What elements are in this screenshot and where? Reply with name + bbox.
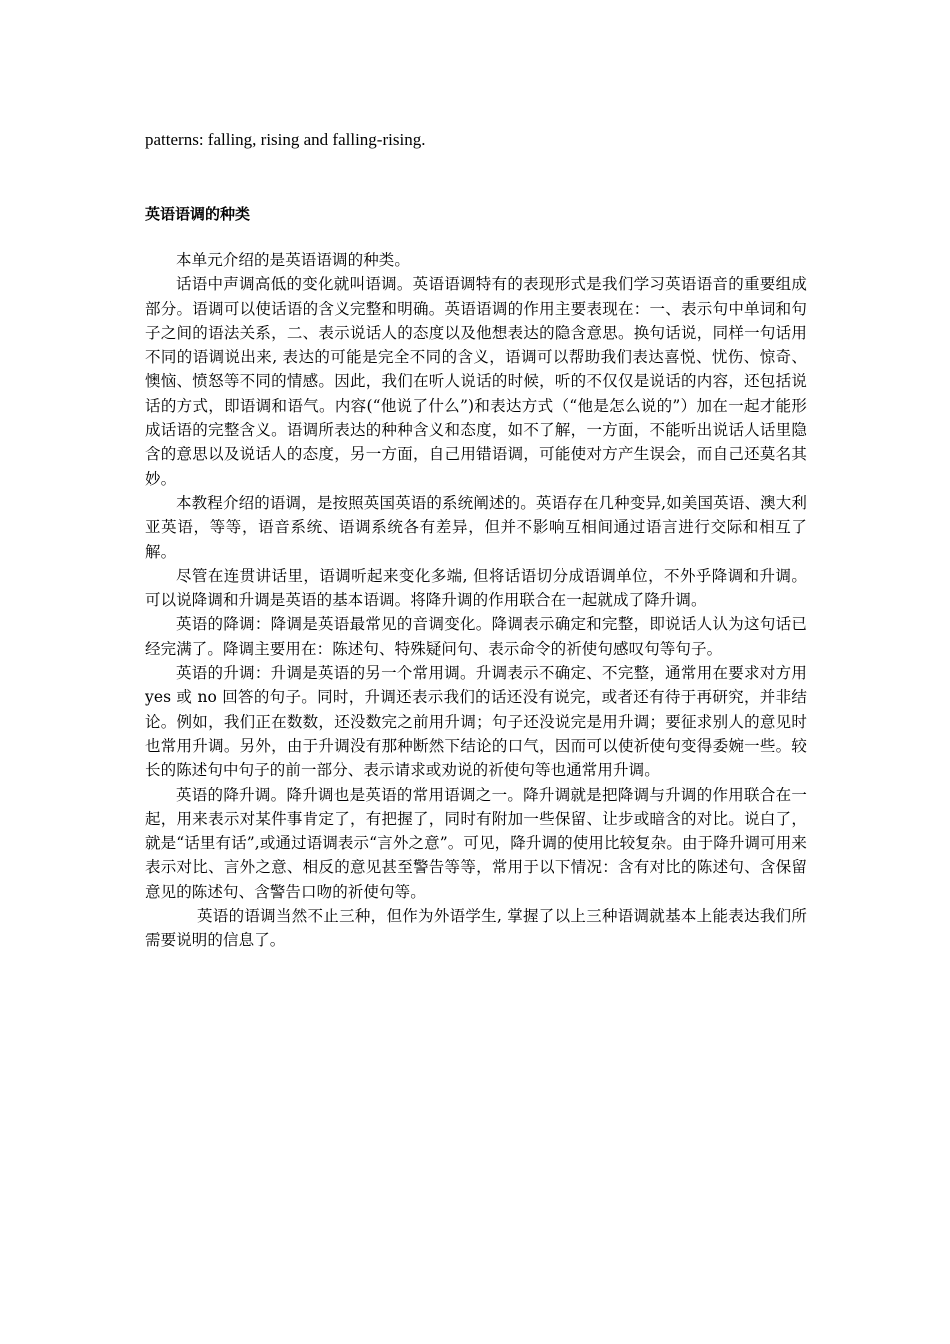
paragraph-rising-tone: 英语的升调：升调是英语的另一个常用调。升调表示不确定、不完整，通常用在要求对方用 yes 或 no 回答的句子。同时，升调还表示我们的话还没有说完，或者还有待于再研究，并非结论。例如，我们正在数数，还没数完之前用升调；句子还没说完是用升调；要征求别人的意见时也常用升调。另外，由于升调没有那种断然下结论的口气，因而可以使祈使句变得委婉一些。较长的陈述句中句子的前一部分、表示请求或劝说的祈使句等也通常用升调。	[145, 664, 807, 780]
paragraph-definition: 话语中声调高低的变化就叫语调。英语语调特有的表现形式是我们学习英语语音的重要组成部分。语调可以使话语的含义完整和明确。英语语调的作用主要表现在：一、表示句中单词和句子之间的语法关系，二、表示说话人的态度以及他想表达的隐含意思。换句话说，同样一句话用不同的语调说出来, 表达的可能是完全不同的含义，语调可以帮助我们表达喜悦、忧伤、惊奇、懊恼、愤怒等不同的情感。因此，我们在听人说话的时候，听的不仅仅是说话的内容，还包括说话的方式，即语调和语气。内容(“他说了什么”)和表达方式（“他是怎么说的”）加在一起才能形成话语的完整含义。语调所表达的种种含义和态度，如不了解，一方面，不能听出说话人话里隐含的意思以及说话人的态度，另一方面，自己用错语调，可能使对方产生误会，而自己还莫名其妙。	[145, 275, 807, 488]
section-title: 英语语调的种类	[145, 205, 251, 223]
paragraph-british-english: 本教程介绍的语调，是按照英国英语的系统阐述的。英语存在几种变异,如美国英语、澳大利亚英语，等等，语音系统、语调系统各有差异，但并不影响互相间通过语言进行交际和相互了解。	[145, 493, 807, 561]
paragraph-falling-rising-tone: 英语的降升调。降升调也是英语的常用语调之一。降升调就是把降调与升调的作用联合在一起，用来表示对某件事肯定了，有把握了，同时有附加一些保留、让步或暗含的对比。说白了，就是“话里有话”,或通过语调表示“言外之意”。可见，降升调的使用比较复杂。由于降升调可用来表示对比、言外之意、相反的意见甚至警告等等，常用于以下情况：含有对比的陈述句、含保留意见的陈述句、含警告口吻的祈使句等。	[145, 785, 807, 901]
paragraph-conclusion: 英语的语调当然不止三种，但作为外语学生, 掌握了以上三种语调就基本上能表达我们所需要说明的信息了。	[145, 907, 807, 950]
document-page	[145, 128, 807, 950]
lead-line: patterns: falling, rising and falling-rising.	[145, 130, 426, 149]
paragraph-intro: 本单元介绍的是英语语调的种类。	[176, 251, 411, 269]
paragraph-falling-tone: 英语的降调：降调是英语最常见的音调变化。降调表示确定和完整，即说话人认为这句话已经完满了。降调主要用在：陈述句、特殊疑问句、表示命令的祈使句感叹句等句子。	[145, 615, 807, 658]
body-text	[145, 248, 807, 953]
paragraph-basic-tones: 尽管在连贯讲话里，语调听起来变化多端, 但将话语切分成语调单位，不外乎降调和升调。可以说降调和升调是英语的基本语调。将降升调的作用联合在一起就成了降升调。	[145, 566, 807, 610]
